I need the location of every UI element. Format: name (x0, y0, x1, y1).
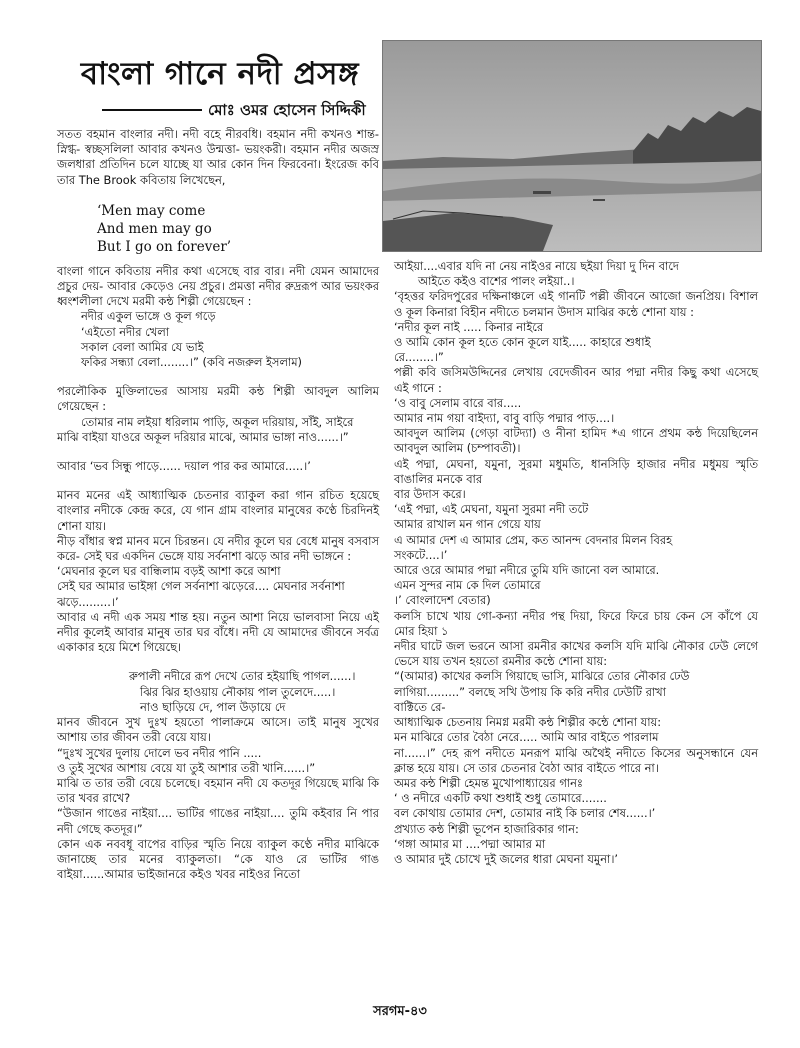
song-line: আবার ‘ভব সিন্ধু পাড়ে...... দয়াল পার কর আমারে.....।’ (57, 459, 311, 474)
song-line: নদীর একুল ভাঙ্গে ও কূল গড়ে (81, 309, 216, 324)
poem-en-line: ‘Men may come (97, 202, 206, 219)
left-column (57, 127, 379, 882)
body-paragraph: পল্লী কবি জসিমউদ্দিনের লেখায় বেদেজীবন আর পদ্মা নদীর কিছু কথা এসেছে এই গানে : (394, 365, 758, 395)
song-line: সেই ঘর আমার ভাইঙ্গা গেল সর্বনাশা ঝড়েরে.... মেঘনার সর্বনাশা (57, 579, 345, 594)
body-paragraph: আবার এ নদী এক সময় শান্ত হয়। নতুন আশা নিয়ে ভালবাসা নিয়ে এই নদীর কূলেই আবার মানুষ তার ঘর বাঁধে। নদী যে আমাদের জীবনে সর্বত্র একাকার হয়ে মিশে গিয়েছে। (57, 609, 379, 655)
body-paragraph: প্রখ্যাত কন্ঠ শিল্পী ভূপেন হাজারিকার গান: (394, 821, 579, 836)
song-line: লাগিয়া.........” বলছে সখি উপায় কি করি নদীর ঢেউটি রাখা (394, 684, 666, 699)
body-paragraph: মানব জীবনে সুখ দুঃখ হয়তো পালাক্রমে আসে। তাই মানুষ সুখের আশায় তার জীবন তরী বেয়ে যায়। (57, 715, 379, 745)
song-paragraph: “উজান গাঙের নাইয়া.... ভাটির গাঙের নাইয়া.... তুমি কইবার নি পার নদী গেছে কতদূর।” (57, 806, 379, 836)
song-line: রুপালী নদীরে রূপ দেখে তোর হইয়াছি পাগল......। (129, 669, 356, 684)
intro-paragraph: সতত বহমান বাংলার নদী। নদী বহে নীরবধি। বহমান নদী কখনও শান্ত-স্নিগ্ধ- স্বচ্ছসলিলা আবার কখনও উন্মত্তা- ভয়ংকরী। বহমান নদীর অজস্র জলধারা প্রতিদিন চলে যাচ্ছে যা আর কোন দিন ফিরবেনা। ইংরেজ কবি তার The Brook কবিতায় লিখেছেন, (57, 127, 379, 187)
song-line: বাক্টিতে রে- (394, 699, 446, 714)
song-line: এ আমার দেশ এ আমার প্রেম, কত আনন্দ বেদনার মিলন বিরহ (394, 532, 673, 547)
body-paragraph: নীড় বাঁধার স্বপ্ন মানব মনে চিরন্তন। যে নদীর কূলে ঘর বেধে মানুষ বসবাস করে- সেই ঘর একদিন ভেঙ্গে যায় সর্বনাশা ঝড়ে আর নদী ভাঙ্গনে : (57, 533, 379, 564)
song-line: আইয়া....এবার যদি না নেয় নাইওর নায়ে ছইয়া দিয়া দু দিন বাদে (394, 259, 679, 273)
body-paragraph: আবদুল আলিম (গেড়া বাটদ্যা) ও নীনা হামিদ *এ গানে প্রথম কন্ঠ দিয়েছিলেন আবদুল আলিম (চম্পাবতী)। (394, 426, 758, 456)
body-paragraph: বাংলা গানে কবিতায় নদীর কথা এসেছে বার বার। নদী যেমন আমাদের প্রচুর দেয়- আবার কেড়েও নেয় প্রচুর। প্রমত্তা নদীর রুদ্ররূপ আর ভয়ংকর ধ্বংশলীলা দেখে মরমী কন্ঠ শিল্পী গেয়েছেন : (57, 263, 379, 309)
song-line: সংকটে....।’ (394, 547, 448, 562)
right-column (394, 259, 758, 867)
song-line: ঝির ঝির হাওয়ায় নৌকায় পাল তুলেদে.....। (140, 684, 336, 699)
article-title: বাংলা গানে নদী প্রসঙ্গ (80, 56, 360, 92)
body-paragraph: মানব মনের এই আধ্যাত্মিক চেতনার ব্যাকুল করা গান রচিত হয়েছে বাংলার নদীকে কেন্দ্র করে, যে গান গ্রাম বাংলার মানুষের কণ্ঠে চিরদিনই শোনা যায়। (57, 488, 379, 533)
page-number: সরগম-৪৩ (373, 1004, 427, 1019)
body-paragraph: মাঝি ত তার তরী বেয়ে চলেছে। বহমান নদী যে কতদূর গিয়েছে মাঝি কি তার খবর রাখে? (57, 775, 379, 806)
song-line: তোমার নাম লইয়া ধরিলাম পাড়ি, অকূল দরিয়ায়, সাঁই, সাইরে (81, 414, 354, 429)
song-line: বল কোথায় তোমার দেশ, তোমার নাই কি চলার শেষ......।’ (394, 806, 656, 821)
song-line: “দুঃখ সুখের দুলায় দোলে ভব নদীর পানি ..... (57, 745, 262, 760)
song-line: ও আমার দুই চোখে দুই জলের ধারা মেঘনা যমুনা।’ (394, 851, 619, 866)
body-paragraph: কোন এক নববধূ বাপের বাড়ির স্মৃতি নিয়ে ব্যাকুল কণ্ঠে নদীর মাঝিকে জানাচ্ছে তার মনের ব্যাকুলতা। “কে যাও রে ভাটির গাঙ বাইয়া......আমার ভাইজানরে কইও খবর নাইওর নিতো (57, 836, 379, 882)
song-line: ‘এইতো নদীর খেলা (81, 324, 170, 339)
song-line: আইতে কইও বাশের পালং লইয়া..। (418, 274, 575, 289)
song-line: রে........।” (394, 350, 444, 365)
song-line: মন মাঝিরে তোর বৈঠা নেরে..... আমি আর বাইতে পারলাম (394, 730, 659, 745)
song-line: আমার রাখাল মন গান গেয়ে যায় (394, 517, 541, 532)
body-paragraph: না......।” দেহ রূপ নদীতে মনরূপ মাঝি অথৈই নদীতে কিসের অনুসন্ধানে যেন ক্লান্ত হয়ে যায়। সে তার চেতনার বৈঠা আর বাইতে পারে না। (394, 745, 758, 775)
song-line: ‘ ও নদীরে একটি কথা শুধাই শুধু তোমারে....... (394, 791, 607, 806)
poem-en-line: But I go on forever’ (97, 238, 232, 255)
body-line: বার উদাস করে। (394, 487, 466, 502)
song-line: আরে ওরে আমার পদ্মা নদীরে তুমি যদি জানো বল আমারে. (394, 563, 660, 578)
song-line: “(আমার) কাখের কলসি গিয়াছে ভাসি, মাঝিরে তোর নৌকার ঢেউ (394, 669, 690, 684)
author-rule (102, 109, 202, 111)
article-author: মোঃ ওমর হোসেন সিদ্দিকী (208, 101, 366, 119)
song-line: ‘গঙ্গা আমার মা ....পদ্মা আমার মা (394, 836, 546, 851)
song-line: মাঝি বাইয়া যাওরে অকূল দরিয়ার মাঝে, আমার ভাঙ্গা নাও......।” (57, 429, 349, 444)
song-line: আমার নাম গয়া বাইদ্যা, বাবু বাড়ি পদ্মার পাড়....। (394, 411, 615, 426)
song-line: ‘এই পদ্মা, এই মেঘনা, যমুনা সুরমা নদী তটে (394, 502, 589, 517)
song-line: এমন সুন্দর নাম কে দিল তোমারে (394, 578, 541, 593)
body-paragraph: নদীর ঘাটে জল ভরনে আসা রমনীর কাখের কলসি যদি মাঝি নৌকার ঢেউ লেগে ভেসে যায় তখন হয়তো রমনীর কন্ঠে শোনা যায়: (394, 639, 758, 669)
song-line: ‘মেঘনার কূলে ঘর বান্ধিলাম বড়ই আশা করে আশা (57, 564, 281, 579)
body-paragraph: কলসি চাখে খায় গো-কন্যা নদীর পন্থ দিয়া, ফিরে ফিরে চায় কেন সে কাঁপে যে মোর হিয়া ১ (394, 608, 758, 638)
body-paragraph: আধ্যাত্মিক চেতনায় নিমগ্ন মরমী কন্ঠ শিল্পীর কন্ঠে শোনা যায়: (394, 715, 662, 730)
song-line: নাও ছাড়িয়ে দে, পাল উড়ায়ে দে (140, 699, 286, 714)
body-paragraph: অমর কন্ঠ শিল্পী হেমন্ত মুখোপাধ্যায়ের গানঃ (394, 775, 583, 790)
song-line: ও আমি কোন কূল হতে কোন কূলে যাই..... কাহারে শুধাই (394, 335, 651, 350)
source-note: ।’ বোংলাদেশ বেতার) (394, 593, 491, 608)
song-line: ‘ও বাবু সেলাম বারে বার..... (394, 395, 522, 410)
song-line: ফকির সন্ধ্যা বেলা........।” (কবি নজরুল ইসলাম) (81, 355, 303, 370)
song-line: ‘নদীর কূল নাই ..... কিনার নাইরে (394, 319, 544, 334)
poem-en-line: And men may go (97, 220, 212, 237)
song-line: সকাল বেলা আমির যে ভাই (81, 339, 204, 354)
body-paragraph: ‘বৃহত্তর ফরিদপুরের দক্ষিনাঞ্চলে এই গানটি পল্লী জীবনে আজো জনপ্রিয়। বিশাল ও কূল কিনারা বিহীন নদীতে চলমান উদাস মাঝির কন্ঠে শোনা যায় : (394, 289, 758, 319)
body-paragraph: এই পদ্মা, মেঘনা, যমুনা, সুরমা মধুমতি, ধানসিড়ি হাজার নদীর মধুময় স্মৃতি বাঙালির মনকে বার (394, 456, 758, 486)
river-landscape-photo (382, 40, 762, 252)
river-photo-icon (383, 41, 761, 251)
body-paragraph: পরলৌকিক মুক্তিলাভের আসায় মরমী কন্ঠ শিল্পী আবদুল আলিম গেয়েছেন : (57, 384, 379, 414)
song-line: ও তুই সুখের আশায় বেয়ে যা তুই আশার তরী খানি......।” (57, 760, 316, 775)
song-line: ঝড়ে.........।’ (57, 594, 119, 609)
